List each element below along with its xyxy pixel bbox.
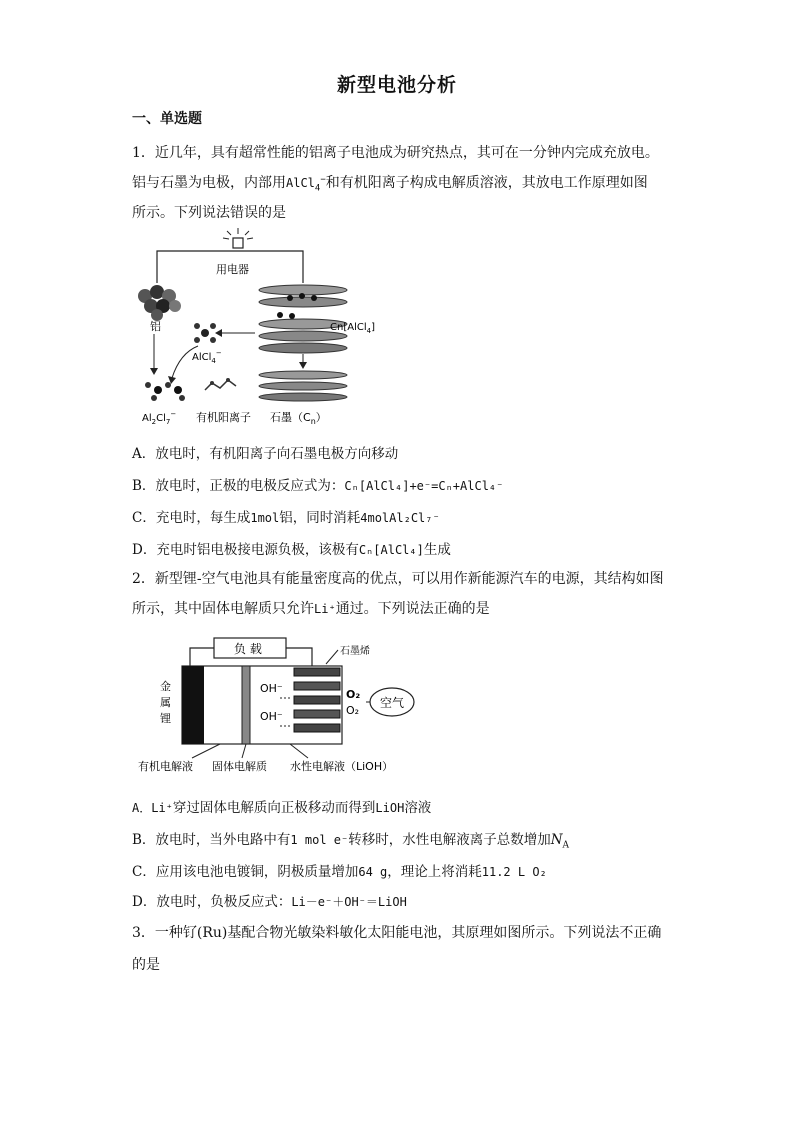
q3-stem-line2: 的是	[132, 957, 160, 973]
alcl4-molecule-icon	[194, 323, 216, 343]
metal-li-label-3: 锂	[160, 712, 171, 725]
o2-label-top: O₂	[346, 688, 361, 701]
section-heading: 一、单选题	[132, 111, 202, 127]
q2-option-c[interactable]: C．应用该电池电镀铜，阴极质量增加64 g，理论上将消耗11.2 L O₂	[132, 864, 547, 880]
q2-stem-line1: 2．新型锂-空气电池具有能量密度高的优点，可以用作新能源汽车的电源，其结构如图	[132, 571, 664, 587]
organic-cation-label: 有机阳离子	[196, 411, 251, 424]
q3-stem-line1: 3．一种钌(Ru)基配合物光敏染料敏化太阳能电池，其原理如图所示。下列说法不正确	[132, 925, 662, 941]
cn-alcl4-label: Cn[AlCl$_4$]	[330, 322, 375, 335]
graphite-layers-icon	[259, 371, 347, 401]
solid-electrolyte-label: 固体电解质	[212, 760, 267, 773]
aluminum-label: 铝	[150, 320, 161, 333]
q1-stem-line1: 1．近几年，具有超常性能的铝离子电池成为研究热点，其可在一分钟内完成充放电。	[132, 145, 659, 161]
q2-option-d[interactable]: D．放电时，负极反应式：Li－e⁻＋OH⁻＝LiOH	[132, 894, 407, 910]
o2-label-bottom: O₂	[346, 704, 360, 717]
oh-label-bottom: OH⁻	[260, 710, 283, 723]
lithium-air-battery-diagram	[130, 632, 420, 780]
q1-stem-line3: 所示。下列说法错误的是	[132, 205, 286, 221]
q2-stem-line2: 所示，其中固体电解质只允许Li⁺通过。下列说法正确的是	[132, 601, 490, 617]
aluminum-electrode-icon	[138, 285, 181, 321]
al2cl7-label: $Al_2Cl_7^-$	[142, 410, 177, 426]
q1-option-d[interactable]: D．充电时铝电极接电源负极，该极有Cₙ[AlCl₄]生成	[132, 542, 451, 558]
q1-option-a[interactable]: A．放电时，有机阳离子向石墨电极方向移动	[132, 446, 399, 462]
q1-option-c[interactable]: C．充电时，每生成1mol铝，同时消耗4molAl₂Cl₇⁻	[132, 510, 440, 526]
q1-stem-line2: 铝与石墨为电极，内部用AlCl$_4$−和有机阳离子构成电解质溶液，其放电工作原理如图	[132, 175, 648, 194]
device-label: 用电器	[216, 263, 249, 276]
lithium-metal-electrode	[182, 666, 204, 744]
air-label: 空气	[380, 696, 405, 710]
organic-cation-icon	[205, 378, 236, 390]
organic-electrolyte-label: 有机电解液	[138, 760, 193, 773]
al2cl7-molecule-icon	[145, 382, 185, 401]
graphite-intercalated-icon	[259, 285, 347, 353]
aluminum-ion-battery-diagram	[130, 228, 400, 428]
load-label: 负 载	[234, 642, 262, 656]
graphene-label: 石墨烯	[340, 646, 370, 657]
metal-li-label-1: 金	[160, 680, 171, 693]
solid-electrolyte	[242, 666, 250, 744]
oh-label-top: OH⁻	[260, 682, 283, 695]
q2-option-b[interactable]: B．放电时，当外电路中有1 mol e⁻转移时，水性电解液离子总数增加$N_A$	[132, 832, 570, 851]
q1-option-b[interactable]: B．放电时，正极的电极反应式为：Cₙ[AlCl₄]+e⁻=Cₙ+AlCl₄⁻	[132, 478, 504, 494]
lamp-icon	[223, 228, 253, 248]
alcl4-label: AlCl$_4$−	[192, 349, 222, 365]
q2-option-a[interactable]: A．Li⁺穿过固体电解质向正极移动而得到LiOH溶液	[132, 800, 432, 816]
metal-li-label-2: 属	[160, 696, 171, 709]
graphite-label: 石墨$(C_n)$	[270, 411, 327, 426]
aqueous-electrolyte-label: 水性电解液（LiOH）	[290, 760, 394, 773]
page-title: 新型电池分析	[336, 74, 457, 96]
